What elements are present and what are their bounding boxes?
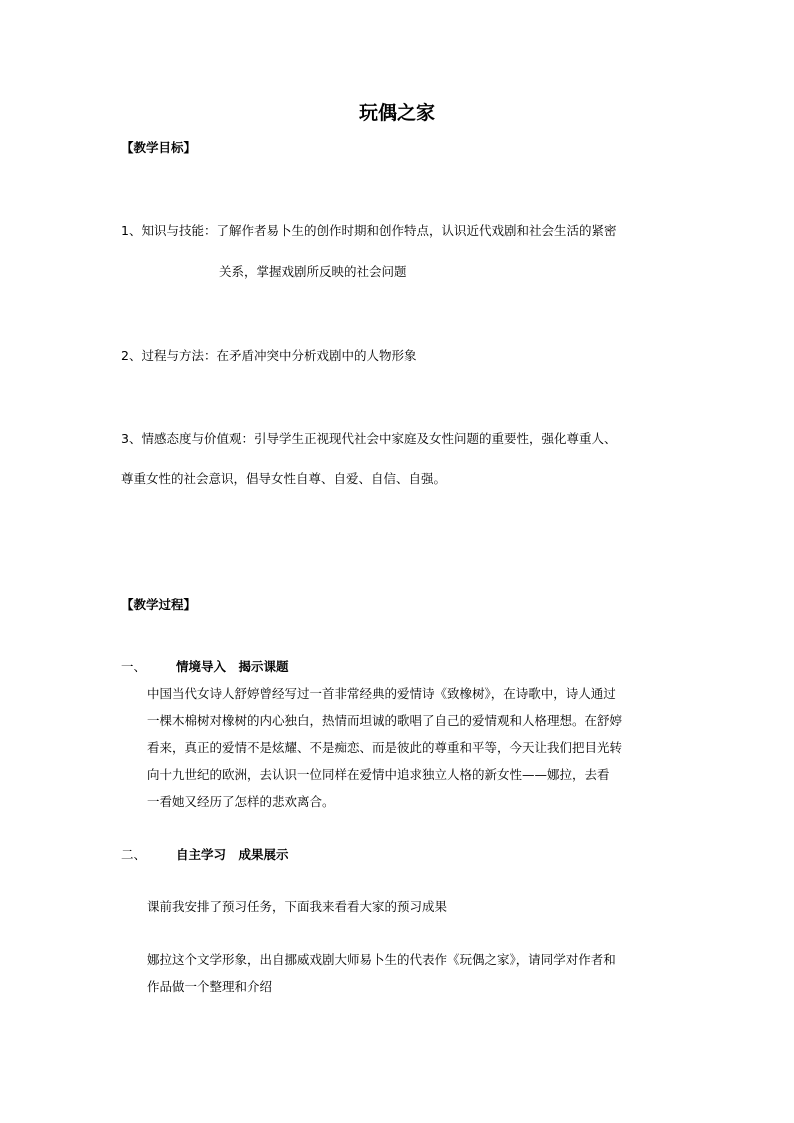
objective-item-1-line-1: 1、知识与技能：了解作者易卜生的创作时期和创作特点，认识近代戏剧和社会生活的紧密 (121, 223, 617, 238)
objectives-heading: 【教学目标】 (121, 140, 197, 155)
section-2-paragraph-2-line-2: 作品做一个整理和介绍 (147, 979, 273, 994)
section-1-number: 一、 (121, 659, 147, 674)
objective-item-3-line-1: 3、情感态度与价值观：引导学生正视现代社会中家庭及女性问题的重要性，强化尊重人、 (121, 431, 617, 446)
objective-item-1-line-2: 关系，掌握戏剧所反映的社会问题 (219, 264, 407, 279)
objective-item-3-line-2: 尊重女性的社会意识，倡导女性自尊、自爱、自信、自强。 (121, 471, 447, 486)
section-1-paragraph-line: 看来，真正的爱情不是炫耀、不是痴恋、而是彼此的尊重和平等，今天让我们把目光转 (147, 740, 623, 755)
section-1-paragraph-line: 中国当代女诗人舒婷曾经写过一首非常经典的爱情诗《致橡树》，在诗歌中，诗人通过 (147, 686, 616, 701)
section-2-paragraph-1: 课前我安排了预习任务，下面我来看看大家的预习成果 (147, 899, 448, 914)
page-title: 玩偶之家 (358, 102, 435, 124)
objective-item-2: 2、过程与方法：在矛盾冲突中分析戏剧中的人物形象 (121, 348, 417, 363)
section-1-paragraph-line: 一看她又经历了怎样的悲欢离合。 (147, 794, 335, 809)
section-2-paragraph-2-line-1: 娜拉这个文学形象，出自挪威戏剧大师易卜生的代表作《玩偶之家》，请同学对作者和 (147, 952, 616, 967)
section-1-paragraph-line: 一棵木棉树对橡树的内心独白，热情而坦诚的歌唱了自己的爱情观和人格理想。在舒婷 (147, 713, 623, 728)
section-1-paragraph-line: 向十九世纪的欧洲，去认识一位同样在爱情中追求独立人格的新女性——娜拉，去看 (147, 767, 610, 782)
section-2-number: 二、 (121, 847, 147, 862)
section-1-heading: 情境导入 揭示课题 (176, 659, 289, 674)
process-heading: 【教学过程】 (121, 597, 197, 612)
section-2-heading: 自主学习 成果展示 (176, 847, 289, 862)
